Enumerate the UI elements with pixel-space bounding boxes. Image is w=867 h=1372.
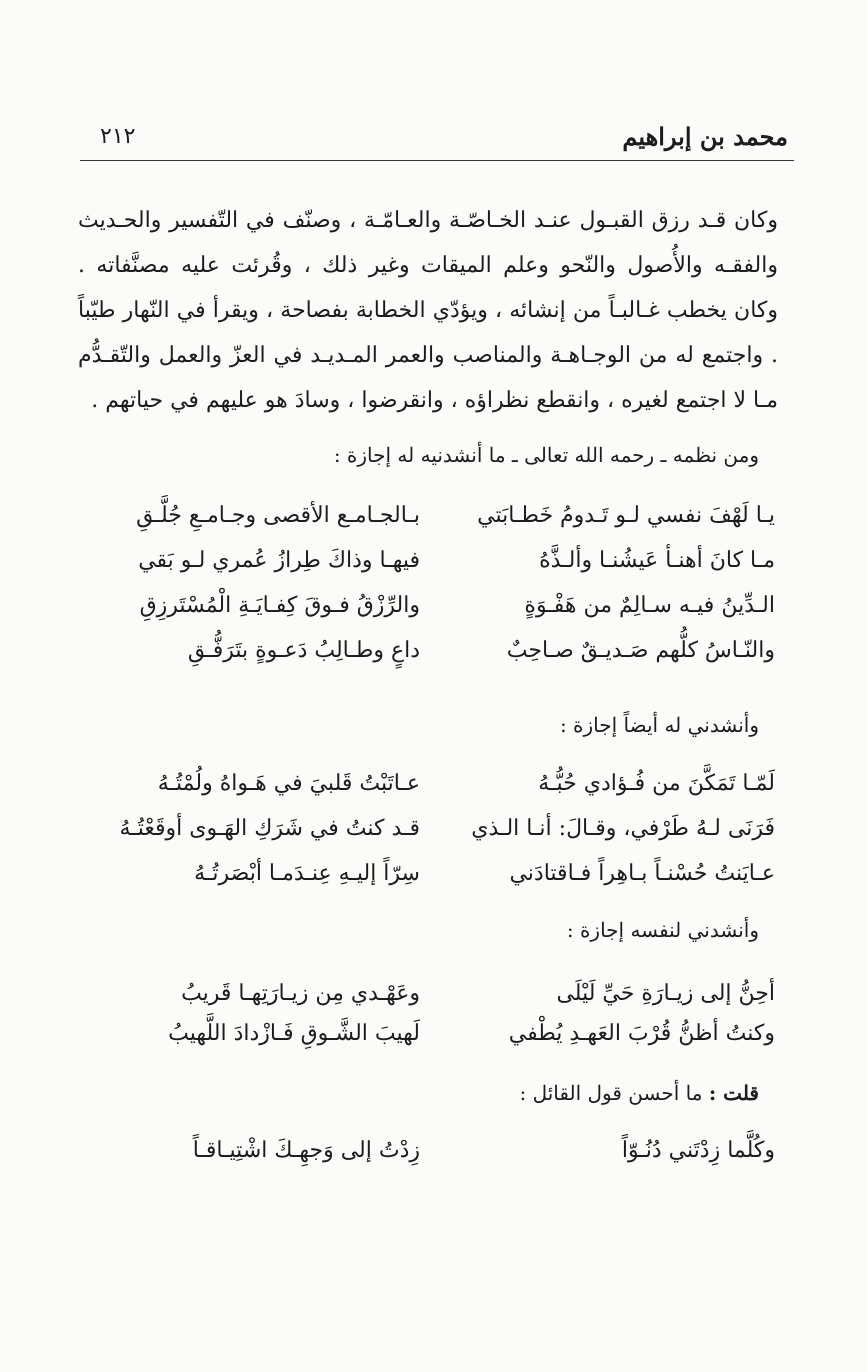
header-rule bbox=[80, 160, 794, 161]
poem-intro-4 bbox=[520, 1078, 760, 1108]
verse-second-hemistich: بـالجـامـع الأقصى وجـامـعِ جُلَّـقِ bbox=[136, 503, 420, 528]
prose-paragraph bbox=[78, 198, 778, 423]
verse-first-hemistich: فَرَنَى لـهُ طَرْفي، وقـالَ: أنـا الـذي bbox=[471, 816, 775, 841]
intro-text: وأنشدني له أيضاً إجازة : bbox=[559, 713, 759, 737]
verse-row bbox=[110, 497, 775, 541]
poem-intro-3 bbox=[567, 915, 759, 945]
verse-row bbox=[110, 1015, 775, 1059]
verse-second-hemistich: زِدْتُ إلى وَجهِـكَ اشْتِيـاقـاً bbox=[192, 1138, 420, 1163]
poem-intro-2 bbox=[560, 710, 759, 740]
running-title: محمد بن إبراهيم bbox=[622, 122, 788, 151]
verse-first-hemistich: لَمّـا تَمَكَّنَ من فُـؤادي حُبُّـهُ bbox=[538, 771, 775, 796]
verse-first-hemistich: وكُلَّما زِدْتَني دُنُـوّاً bbox=[621, 1138, 775, 1163]
verse-second-hemistich: والرِّزْقُ فـوقَ كِفـايَـةِ الْمُسْتَرزِقِ bbox=[139, 593, 420, 618]
page-header bbox=[96, 122, 788, 164]
verse-first-hemistich: مـا كانَ أهنـأ عَيشُنـا وألـذَّهُ bbox=[539, 548, 775, 573]
verse-second-hemistich: عـاتَبْتُ قَلبيَ في هَـواهُ ولُمْتُـهُ bbox=[157, 771, 420, 796]
verse-second-hemistich: وعَهْـدي مِن زيـارَتِهـا قَريبُ bbox=[181, 981, 420, 1006]
verse-row bbox=[110, 587, 775, 631]
verse-first-hemistich: والنّـاسُ كلُّهم صَـديـقٌ صـاحِبٌ bbox=[506, 638, 775, 663]
verse-row bbox=[110, 632, 775, 676]
poem-intro-1 bbox=[334, 440, 759, 470]
verse-first-hemistich: عـايَنتُ حُسْنـاً بـاهِراً فـاقتادَني bbox=[509, 861, 775, 886]
intro-label: قلت : bbox=[708, 1081, 759, 1105]
verse-row bbox=[110, 855, 775, 899]
verse-row bbox=[110, 765, 775, 809]
verse-first-hemistich: وكنتُ أظنُّ قُرْبَ العَهـدِ يُطْفي bbox=[508, 1021, 775, 1046]
verse-second-hemistich: داعٍ وطـالِبُ دَعـوةٍ بتَرَفُّـقِ bbox=[187, 638, 420, 663]
page-number: ٢١٢ bbox=[100, 124, 136, 149]
verse-first-hemistich: يـا لَهْفَ نفسي لـو تَـدومُ خَطـابَتي bbox=[477, 503, 775, 528]
verse-second-hemistich: لَهيبَ الشَّـوقِ فَـازْدادَ اللَّهيبُ bbox=[168, 1021, 420, 1046]
intro-text: ما أحسن قول القائل : bbox=[519, 1081, 703, 1105]
verse-first-hemistich: الـدِّينُ فيـه سـالِمٌ من هَفْـوَةٍ bbox=[524, 593, 775, 618]
verse-second-hemistich: فيهـا وذاكَ طِرازُ عُمري لـو بَقي bbox=[138, 548, 420, 573]
verse-first-hemistich: أحِنُّ إلى زيـارَةِ حَيِّ لَيْلَى bbox=[556, 981, 775, 1006]
intro-text: ومن نظمه ـ رحمه الله تعالى ـ ما أنشدنيه له إجازة : bbox=[333, 443, 759, 467]
verse-second-hemistich: قـد كنتُ في شَرَكِ الهَـوى أوقَعْتُـهُ bbox=[119, 816, 420, 841]
verse-row bbox=[110, 975, 775, 1019]
verse-second-hemistich: سِرّاً إليـهِ عِنـدَمـا أبْصَرتُـهُ bbox=[194, 861, 420, 886]
prose-text: وكان قـد رزق القبـول عنـد الخـاصّـة والعـامّـة ، وصنّف في التّفسير والحـديث والفقـه والأُصول والنّحو وعلم الميقات وغير ذلك ، وقُرئت عليه مصنَّفاته . وكان يخطب غـالبـاً من إنشائه ، ويؤدّي الخطابة بفصاحة ، ويقرأ في النّهار طيّباً . واجتمع له من الوجـاهـة والمناصب والعمر المـديـد في العزّ والعمل والتّقـدُّم مـا لا اجتمع لغيره ، وانقطع نظراؤه ، وانقرضوا ، وسادَ هو عليهم في حياتهم . bbox=[78, 208, 778, 413]
intro-text: وأنشدني لنفسه إجازة : bbox=[566, 918, 759, 942]
verse-row bbox=[110, 1132, 775, 1176]
verse-row bbox=[110, 810, 775, 854]
verse-row bbox=[110, 542, 775, 586]
